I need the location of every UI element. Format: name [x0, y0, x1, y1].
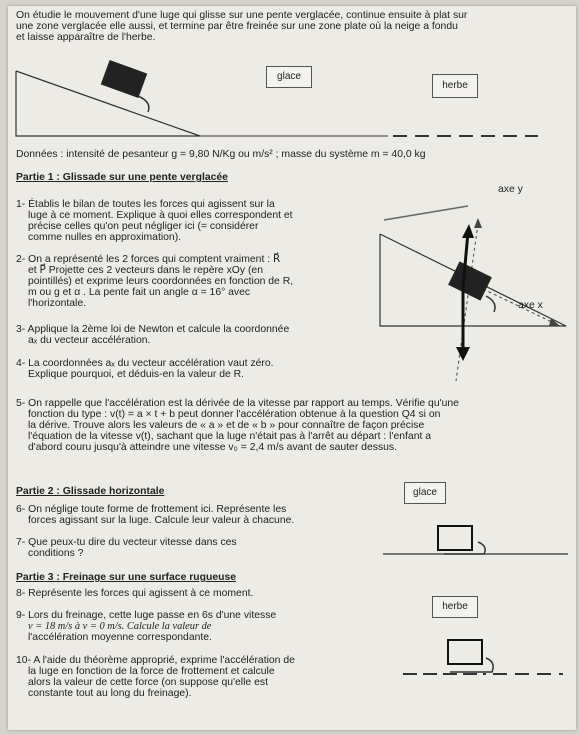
partie2-title: Partie 2 : Glissade horizontale	[16, 486, 165, 497]
q1-line-3: précise celles qu'on peut négliger ici (= considérer	[28, 221, 259, 232]
donnees: Données : intensité de pesanteur g = 9,80 N/Kg ou m/s² ; masse du système m = 40,0 kg	[16, 149, 426, 160]
worksheet-page	[8, 6, 576, 730]
q5-line-2: fonction du type : v(t) = a × t + b peut donner l'accélération obtenue à la question Q4 si on	[28, 409, 441, 420]
intro-line-2: une zone verglacée elle aussi, et termine par être freinée sur une zone plate où la neige a fondu	[16, 21, 458, 32]
q2-line-1: 2- On a représenté les 2 forces qui comptent vraiment : R⃗	[16, 254, 281, 265]
partie1-title: Partie 1 : Glissade sur une pente verglacée	[16, 172, 228, 183]
q6-line-1: 6- On néglige toute forme de frottement ici. Représente les	[16, 504, 287, 515]
q2-line-2: et P⃗ Projette ces 2 vecteurs dans le repère xOy (en	[28, 265, 263, 276]
q3-line-2: aₓ du vecteur accélération.	[28, 335, 151, 346]
q10-line-3: alors la valeur de cette force (on suppose qu'elle est	[28, 677, 268, 688]
sled-flat-ice	[438, 526, 472, 550]
q9-line-3: l'accélération moyenne correspondante.	[28, 632, 212, 643]
q3-line-1: 3- Applique la 2ème loi de Newton et calcule la coordonnée	[16, 324, 290, 335]
q9-line-1: 9- Lors du freinage, cette luge passe en 6s d'une vitesse	[16, 610, 277, 621]
q5-line-3: la dérive. Trouve alors les valeurs de « a » et de « b » pour connaître de façon précise	[28, 420, 425, 431]
q7-line-2: conditions ?	[28, 548, 84, 559]
q4-line-1: 4- La coordonnées aₓ du vecteur accélération vaut zéro.	[16, 358, 274, 369]
q1-line-2: luge à ce moment. Explique à quoi elles correspondent et	[28, 210, 293, 221]
partie3-title: Partie 3 : Freinage sur une surface rugueuse	[16, 572, 237, 583]
sled-top	[101, 60, 147, 98]
intro-line-1: On étudie le mouvement d'une luge qui glisse sur une pente verglacée, continue ensuite à plat sur	[16, 10, 468, 21]
q9-line-2: v = 18 m/s à v = 0 m/s. Calcule la valeur de	[28, 621, 212, 632]
intro-line-3: et laisse apparaître de l'herbe.	[16, 32, 156, 43]
flat-ice-figure	[383, 526, 568, 554]
herbe-label-p3: herbe	[432, 596, 478, 618]
q2-line-4: m ou g et α . La pente fait un angle α = 16° avec	[28, 287, 251, 298]
q2-line-3: pointillés) et exprime leurs coordonnées en fonction de R,	[28, 276, 294, 287]
grass-figure	[403, 640, 563, 674]
sled-incline	[448, 261, 492, 300]
herbe-label-top: herbe	[432, 74, 478, 98]
q10-line-2: la luge en fonction de la force de frottement et calcule	[28, 666, 275, 677]
q4-line-2: Explique pourquoi, et déduis-en la valeur de R.	[28, 369, 245, 380]
q6-line-2: forces agissant sur la luge. Calcule leur valeur à chacune.	[28, 515, 295, 526]
q7-line-1: 7- Que peux-tu dire du vecteur vitesse dans ces	[16, 537, 237, 548]
axe-y-label: axe y	[498, 184, 523, 195]
sled-grass	[448, 640, 482, 664]
incline-figure	[380, 206, 566, 381]
q1-line-1: 1- Établis le bilan de toutes les forces qui agissent sur la	[16, 199, 275, 210]
axe-x-label: axe x	[518, 300, 543, 311]
q10-line-4: constante tout au long du freinage).	[28, 688, 192, 699]
q5-line-1: 5- On rappelle que l'accélération est la dérivée de la vitesse par rapport au temps. Vérifie qu'une	[16, 398, 459, 409]
q5-line-5: d'abord couru jusqu'à atteindre une vitesse v₀ = 2,4 m/s avant de sauter dessus.	[28, 442, 397, 453]
q5-line-4: l'équation de la vitesse v(t), sachant que la luge n'était pas à l'arrêt au départ : l'enfant a	[28, 431, 432, 442]
glace-label-top: glace	[266, 66, 312, 88]
q2-line-5: l'horizontale.	[28, 298, 87, 309]
q8-line-1: 8- Représente les forces qui agissent à ce moment.	[16, 588, 254, 599]
q1-line-4: comme nulles en approximation).	[28, 232, 182, 243]
q10-line-1: 10- A l'aide du théorème approprié, exprime l'accélération de	[16, 655, 295, 666]
glace-label-p2: glace	[404, 482, 446, 504]
